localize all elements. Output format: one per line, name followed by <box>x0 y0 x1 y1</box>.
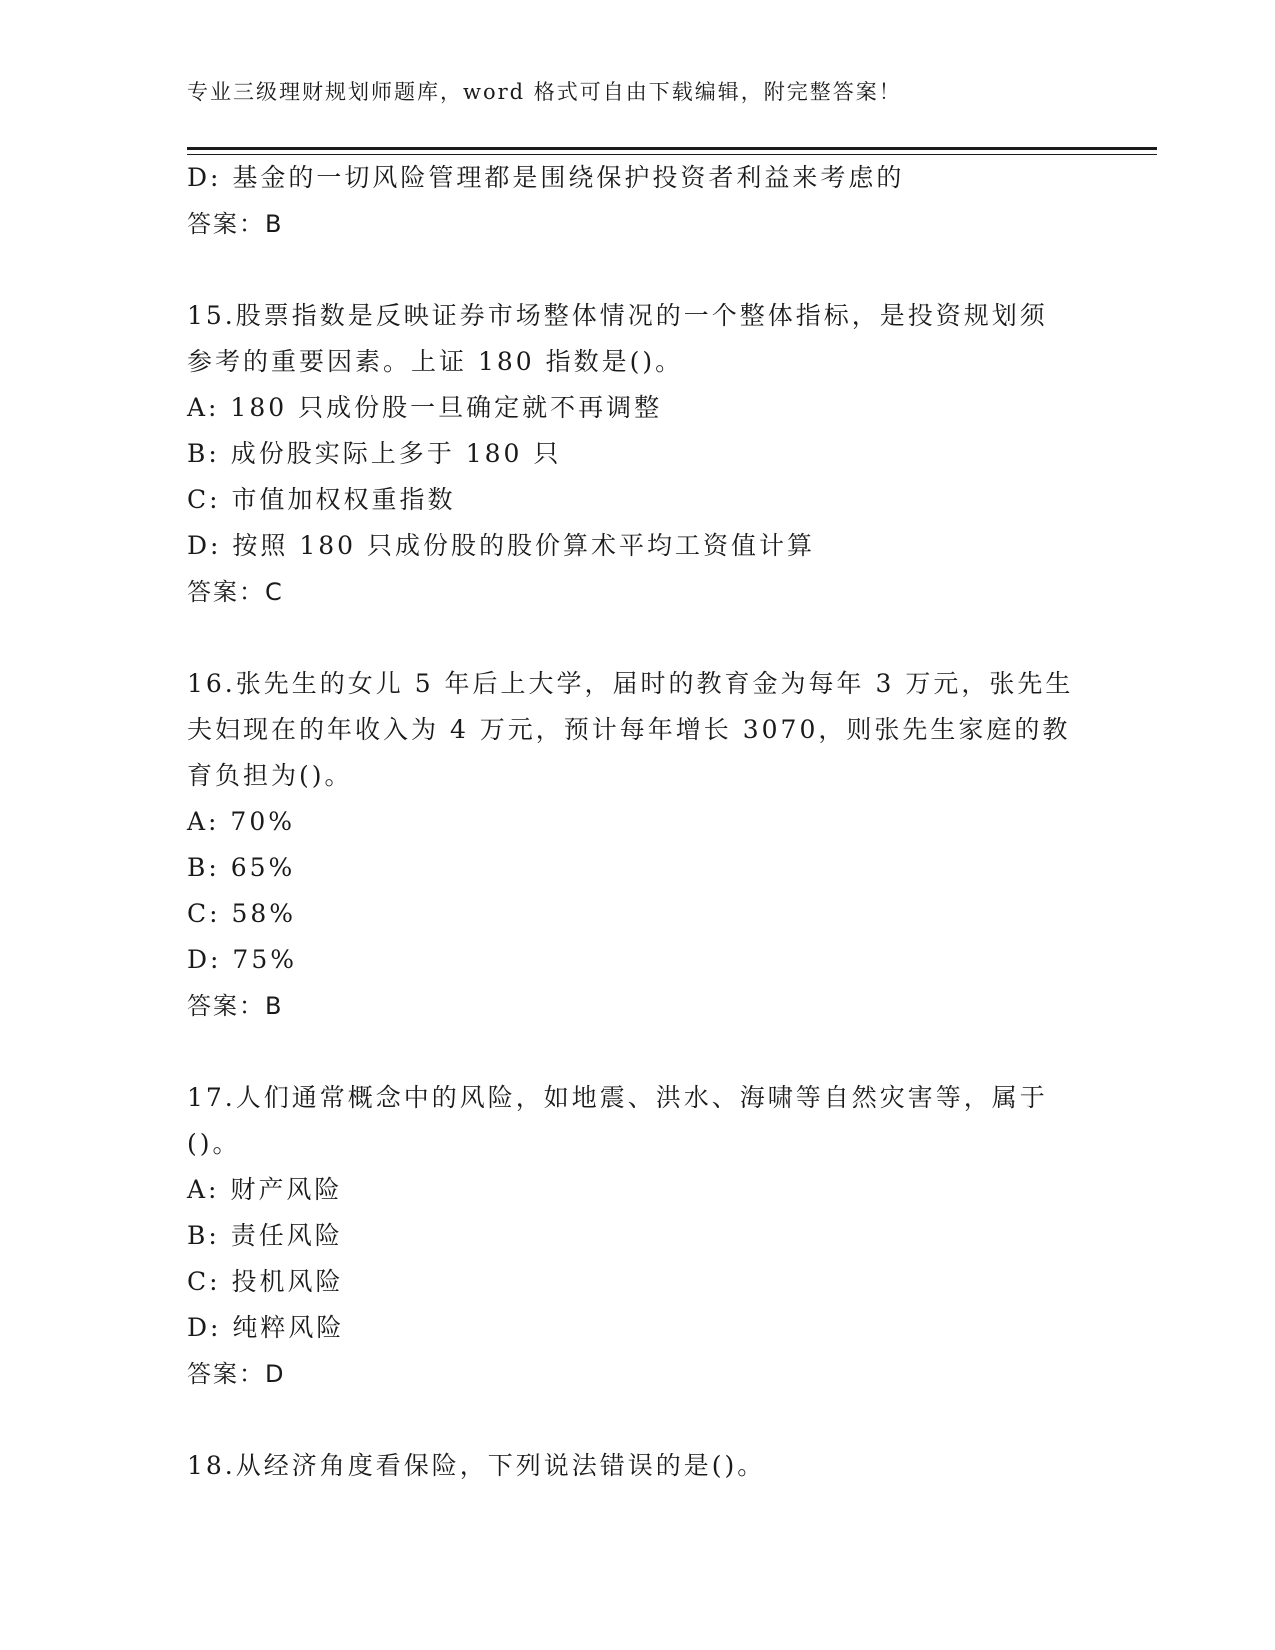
q15-option-d: D: 按照 180 只成份股的股价算术平均工资值计算 <box>187 531 816 560</box>
q15-option-b: B: 成份股实际上多于 180 只 <box>187 439 562 468</box>
page-header: 专业三级理财规划师题库，word 格式可自由下载编辑，附完整答案！ <box>187 80 902 104</box>
q17-answer: 答案：D <box>187 1360 286 1388</box>
q15-stem-line2: 参考的重要因素。上证 180 指数是()。 <box>187 347 684 376</box>
q16-option-b: B: 65% <box>187 853 296 882</box>
spacer <box>187 1029 1087 1075</box>
q15-option-a: A: 180 只成份股一旦确定就不再调整 <box>187 393 663 422</box>
spacer <box>187 615 1087 661</box>
spacer <box>187 1397 1087 1443</box>
q15-answer: 答案：C <box>187 578 284 606</box>
q15-option-c: C: 市值加权权重指数 <box>187 485 456 514</box>
question-content <box>187 155 1087 1489</box>
spacer <box>187 247 1087 293</box>
q14-option-d: D: 基金的一切风险管理都是围绕保护投资者利益来考虑的 <box>187 163 905 192</box>
q16-stem-line1: 16.张先生的女儿 5 年后上大学，届时的教育金为每年 3 万元，张先生 <box>187 669 1074 698</box>
q17-option-a: A: 财产风险 <box>187 1175 343 1204</box>
q16-option-a: A: 70% <box>187 807 295 836</box>
header-rule-thick <box>187 147 1157 150</box>
q16-stem-line2: 夫妇现在的年收入为 4 万元，预计每年增长 3070，则张先生家庭的教 <box>187 715 1071 744</box>
q18-stem-line1: 18.从经济角度看保险，下列说法错误的是()。 <box>187 1451 766 1480</box>
q16-option-d: D: 75% <box>187 945 297 974</box>
q17-option-c: C: 投机风险 <box>187 1267 344 1296</box>
q17-stem-line2: ()。 <box>187 1129 241 1158</box>
q16-answer: 答案：B <box>187 992 284 1020</box>
q15-stem-line1: 15.股票指数是反映证券市场整体情况的一个整体指标，是投资规划须 <box>187 301 1048 330</box>
q16-option-c: C: 58% <box>187 899 297 928</box>
q17-option-d: D: 纯粹风险 <box>187 1313 345 1342</box>
q17-option-b: B: 责任风险 <box>187 1221 343 1250</box>
q14-answer: 答案：B <box>187 210 284 238</box>
q17-stem-line1: 17.人们通常概念中的风险，如地震、洪水、海啸等自然灾害等，属于 <box>187 1083 1048 1112</box>
q16-stem-line3: 育负担为()。 <box>187 761 353 790</box>
